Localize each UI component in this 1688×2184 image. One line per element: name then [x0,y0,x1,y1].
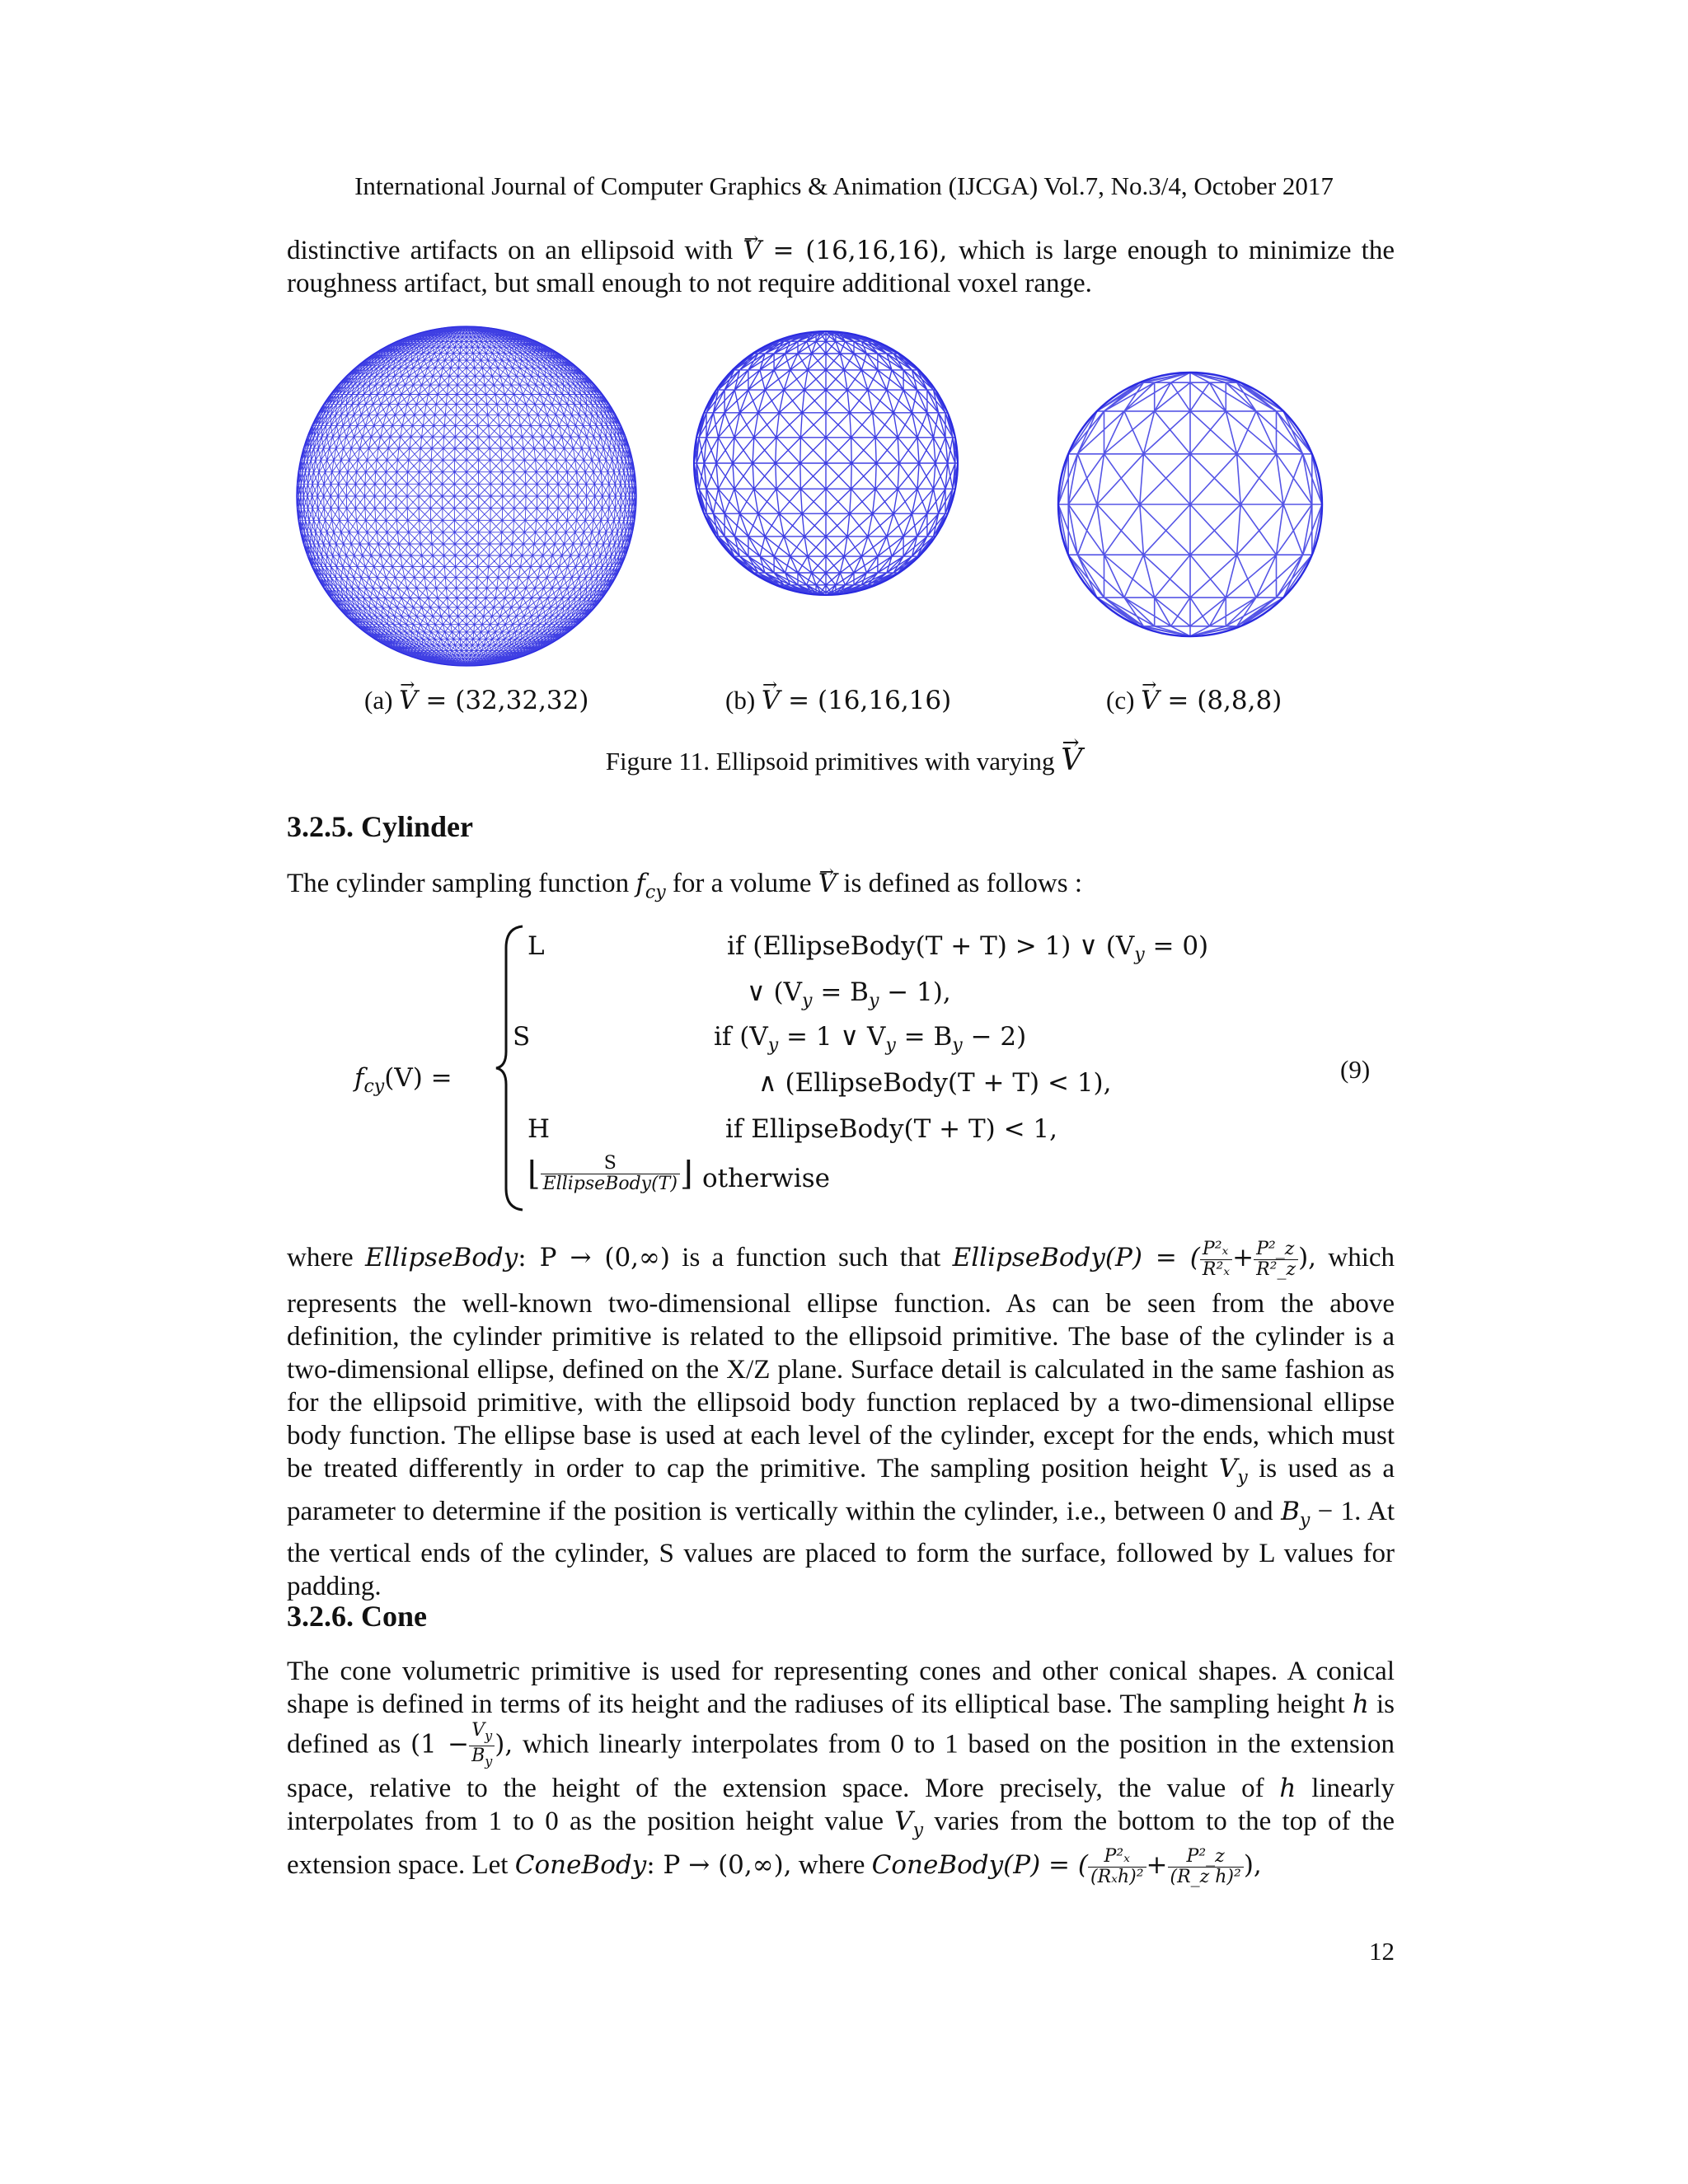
intro-text: distinctive artifacts on an ellipsoid with [287,236,734,265]
equation-brace [495,923,531,1213]
intro-line-2: roughness artifact, but small enough to not require additional voxel range. [287,269,1092,298]
v-vector: → V [743,234,761,267]
sphere-8 [1050,364,1330,644]
equation-number: (9) [1340,1055,1371,1084]
subcaption-a: (a) → V = (32,32,32) [364,686,588,715]
case2-value: S [513,1022,531,1052]
intro-paragraph [287,234,1395,300]
cylinder-intro: The cylinder sampling function $f_{cy}$ for a volume → V is defined as follows : [287,867,1395,910]
case3-value: H [528,1114,551,1144]
case1-value: L [528,931,545,961]
section-heading-cone: 3.2.6. Cone [287,1600,427,1633]
subcaption-b: (b) → V = (16,16,16) [725,686,951,715]
sphere-wireframe [297,326,636,666]
page-number: 12 [1369,1937,1395,1966]
figure-caption: Figure 11. Ellipsoid primitives with varying → V [0,743,1688,777]
cone-paragraph: The cone volumetric primitive is used for representing cones and other conical shapes. A conical shape is defined in terms of its height and the radiuses of its elliptical base. The sampling height h is defined as (1 − $\frac{V_y}{B_y}$ ), which linearly interpolates from 0 to 1 based on the position in the extension space, relative to the height of the extension space. More precisely, the value of h linearly interpolates from 1 to 0 as the position height value $V_y$ varies from the bottom to the top of the extension space. Let ConeBody: P → (0,∞), where ConeBody(P) = ( $\frac{\text{P²ₓ}}{\text{(Rₓh)²}}$ + $\frac{\text{P²\_z}}{\text{(R\_z h)²}}$ ), [287,1657,1395,1888]
where-line: where EllipseBody: P → (0,∞) is a function such that EllipseBody(P) = ( $\frac{\text{P²ₓ}}{\text{R²ₓ}}$ + $\frac{\text{P²\_z}}{\text{R²\_z}}$ ), which [287,1239,1395,1280]
intro-text-b: which is large enough to minimize the [959,236,1395,265]
subcaption-c: (c) → V = (8,8,8) [1106,686,1282,715]
case2-cond: if ($V_y = 1$ ∨ $V_y = B_y - 2$) [714,1022,1027,1057]
case2-cond-2: ∧ (EllipseBody(T + T) < 1), [758,1068,1112,1098]
running-header: International Journal of Computer Graphics & Animation (IJCGA) Vol.7, No.3/4, October 2017 [354,171,1334,200]
sphere-wireframe [1058,373,1322,636]
sphere-wireframe [694,331,958,595]
case4-value: ⌊ $\frac{S}{\text{EllipseBody(T)}}$ ⌋ [528,1153,693,1194]
equation-lhs: $f_{cy}(V)$ = [354,1063,452,1098]
case4-cond: otherwise [702,1164,830,1193]
case1-cond-2: ∨ $(V_y = B_y - 1)$, [747,977,951,1012]
figure-11 [0,323,1688,686]
cylinder-body: represents the well-known two-dimensional ellipse function. As can be seen from the above definition, the cylinder primitive is related to the ellipsoid primitive. The base of the cylinder is a two-dimensional ellipse, defined on the X/Z plane. Surface detail is calculated in the same fashion as for the ellipsoid primitive, with the ellipsoid body function replaced by a two-dimensional ellipse body function. The ellipse base is used at each level of the cylinder, except for the ends, which must be treated differently in order to cap the primitive. The sampling position height $V_y$ is used as a parameter to determine if the position is vertically within the cylinder, i.e., between 0 and $B_y - 1$. At the vertical ends of the cylinder, S values are placed to form the surface, followed by L values for padding. [287,1289,1395,1602]
section-heading-cylinder: 3.2.5. Cylinder [287,810,474,843]
sphere-32 [293,323,640,669]
sphere-16 [686,323,966,603]
intro-eq: = (16,16,16), [761,236,959,265]
case1-cond: if (EllipseBody(T + T) > 1) ∨ $(V_y = 0)$ [727,931,1209,966]
case3-cond: if EllipseBody(T + T) < 1, [725,1114,1057,1144]
